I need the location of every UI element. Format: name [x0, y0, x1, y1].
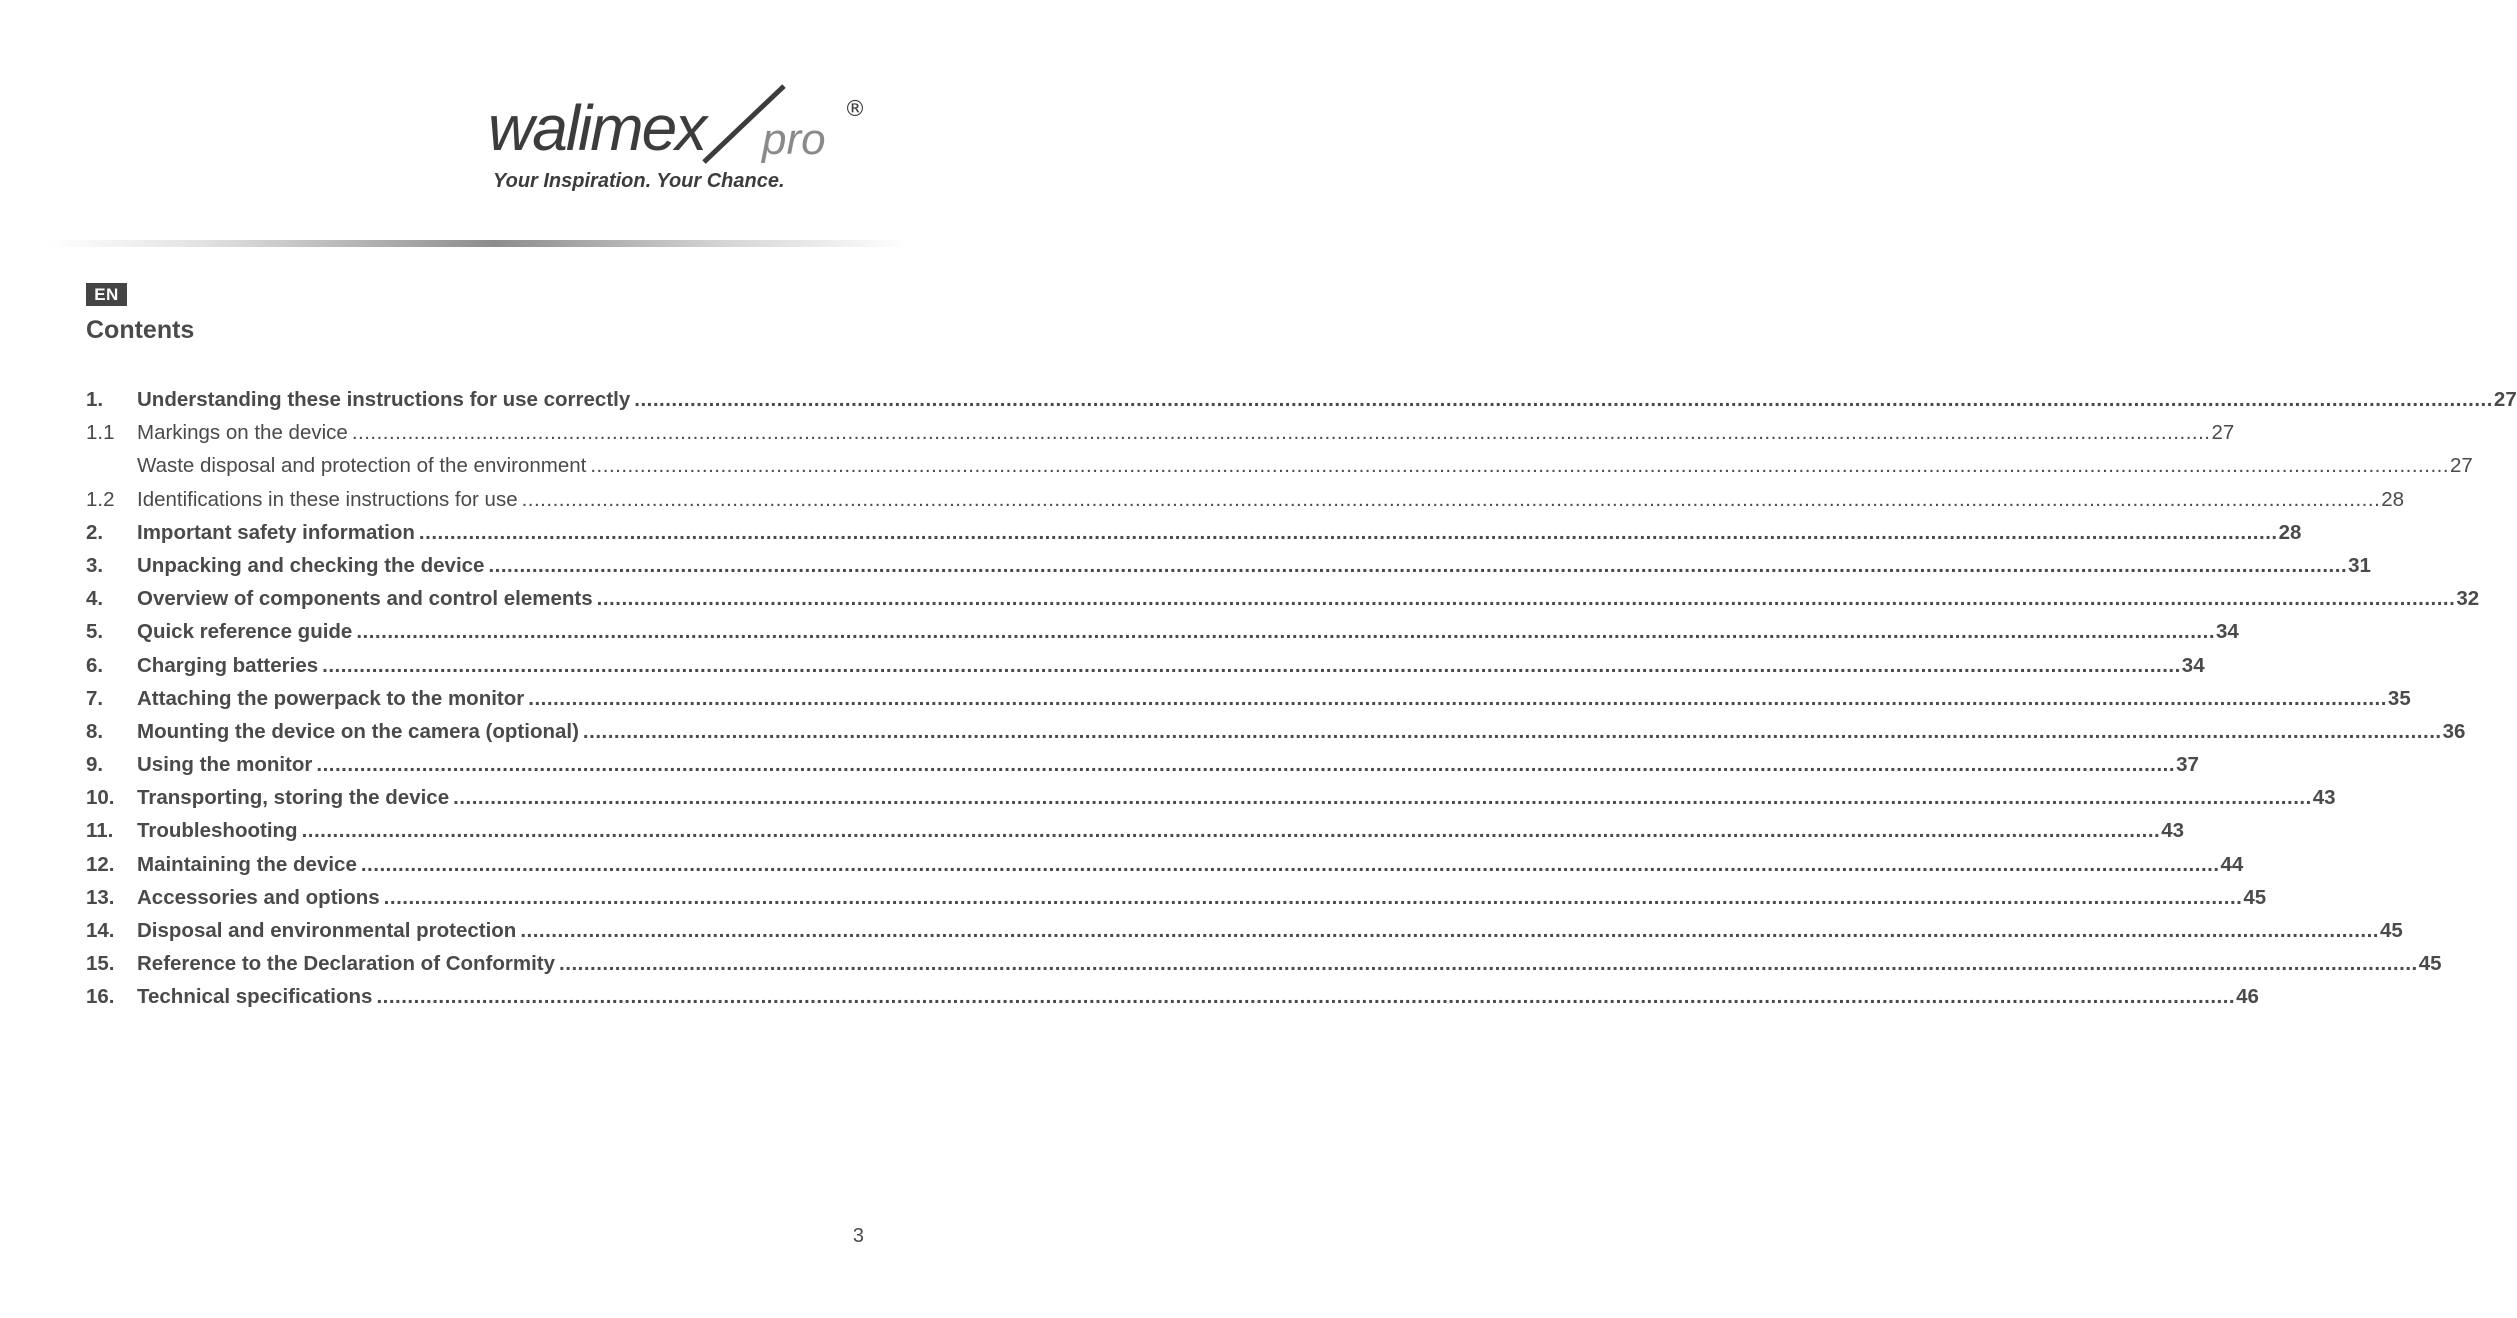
toc-entry-title: Accessories and options [137, 885, 380, 909]
walimex-pro-logo [488, 80, 878, 180]
toc-entry[interactable] [86, 816, 2185, 849]
toc-entry[interactable] [86, 717, 2466, 750]
toc-entry[interactable] [86, 584, 2480, 617]
toc-entry[interactable] [86, 750, 2199, 783]
toc-leader-dots: ............................................................................................................................................................................................................................................................................................................ [383, 885, 2243, 909]
toc-entry[interactable] [86, 617, 2239, 650]
toc-entry-number: 11. [86, 819, 114, 843]
toc-entry-page: 27 [2450, 454, 2473, 478]
toc-entry-number: 8. [86, 719, 104, 743]
toc-entry-title: Mounting the device on the camera (optional) [137, 719, 579, 743]
toc-entry-page: 28 [2278, 520, 2302, 544]
toc-entry-page: 45 [2379, 919, 2403, 942]
toc-entry-page: 32 [2456, 587, 2480, 611]
toc-leader-dots: ............................................................................................................................................................................................................................................................................................................ [488, 553, 2348, 577]
toc-leader-dots: ............................................................................................................................................................................................................................................................................................................ [521, 487, 2381, 511]
toc-entry-page: 28 [2381, 487, 2405, 511]
toc-entry-page: 34 [2181, 653, 2205, 677]
toc-entry-title: Markings on the device [137, 421, 348, 445]
toc-leader-dots: ............................................................................................................................................................................................................................................................................................................ [301, 819, 2161, 843]
toc-entry-title: Troubleshooting [137, 819, 298, 843]
toc-entry-page: 45 [2243, 885, 2267, 909]
toc-entry[interactable] [86, 949, 2442, 982]
language-badge: EN [86, 283, 127, 306]
toc-entry-number: 6. [86, 653, 104, 677]
toc-entry-title: Important safety information [137, 520, 415, 544]
toc-entry-number: 7. [86, 686, 104, 710]
toc-entry-number: 1.1 [86, 421, 115, 445]
toc-entry-number: 2. [86, 520, 104, 544]
toc-entry[interactable] [86, 982, 2259, 1015]
toc-entry[interactable] [86, 850, 2244, 883]
toc-entry-title: Technical specifications [137, 985, 373, 1009]
toc-entry-page: 27 [2493, 388, 2517, 411]
toc-entry-page: 44 [2220, 852, 2244, 876]
toc-entry-number: 10. [86, 786, 115, 810]
toc-entry-page: 36 [2442, 719, 2466, 743]
toc-entry[interactable] [86, 883, 2267, 916]
toc-leader-dots: ............................................................................................................................................................................................................................................................................................................ [634, 388, 2493, 411]
toc-entry-number: 12. [86, 852, 115, 876]
toc-leader-dots: ............................................................................................................................................................................................................................................................................................................ [520, 919, 2379, 942]
toc-leader-dots: ............................................................................................................................................................................................................................................................................................................ [322, 653, 2181, 677]
toc-leader-dots: ............................................................................................................................................................................................................................................................................................................ [596, 587, 2456, 611]
toc-entry-title: Transporting, storing the device [137, 786, 450, 810]
toc-entry-title: Charging batteries [137, 653, 319, 677]
toc-entry-number: 15. [86, 952, 115, 976]
toc-entry-number: 14. [86, 919, 115, 942]
toc-leader-dots: ............................................................................................................................................................................................................................................................................................................ [376, 985, 2236, 1009]
toc-entry-number: 16. [86, 985, 115, 1009]
toc-entry-page: 46 [2236, 985, 2259, 1009]
logo-wordmark: walimex [488, 92, 706, 164]
toc-leader-dots: ............................................................................................................................................................................................................................................................................................................ [351, 421, 2211, 445]
toc-leader-dots: ............................................................................................................................................................................................................................................................................................................ [582, 719, 2442, 743]
toc-entry-title: Maintaining the device [137, 852, 357, 876]
toc-entry-page: 45 [2418, 952, 2442, 976]
toc-entry[interactable] [86, 916, 2403, 949]
toc-entry[interactable] [86, 518, 2302, 551]
toc-entry-page: 31 [2348, 553, 2371, 577]
toc-entry-title: Quick reference guide [137, 620, 353, 644]
header-divider [48, 240, 908, 247]
toc-entry-number: 4. [86, 587, 104, 611]
toc-leader-dots: ............................................................................................................................................................................................................................................................................................................ [360, 852, 2220, 876]
toc-entry-title: Overview of components and control elements [137, 587, 593, 611]
toc-entry-title: Unpacking and checking the device [137, 553, 485, 577]
toc-leader-dots: ............................................................................................................................................................................................................................................................................................................ [528, 686, 2387, 710]
toc-entry-page: 37 [2176, 753, 2199, 777]
toc-entry-page: 35 [2387, 686, 2411, 710]
toc-entry[interactable] [86, 451, 2473, 484]
toc-entry-page: 43 [2161, 819, 2185, 843]
toc-entry-title: Waste disposal and protection of the environment [137, 454, 587, 478]
toc-leader-dots: ............................................................................................................................................................................................................................................................................................................ [559, 952, 2418, 976]
toc-leader-dots: ............................................................................................................................................................................................................................................................................................................ [418, 520, 2278, 544]
toc-entry-page: 43 [2312, 786, 2336, 810]
toc-entry-title: Using the monitor [137, 753, 313, 777]
toc-entry-number: 5. [86, 620, 104, 644]
toc-entry-title: Disposal and environmental protection [137, 919, 517, 942]
contents-heading: Contents [86, 316, 195, 344]
toc-entry-title: Identifications in these instructions for use [137, 487, 518, 511]
toc-leader-dots: ............................................................................................................................................................................................................................................................................................................ [356, 620, 2216, 644]
toc-entry[interactable] [86, 485, 2405, 518]
toc-leader-dots: ............................................................................................................................................................................................................................................................................................................ [316, 753, 2176, 777]
toc-entry-number: 3. [86, 553, 104, 577]
brand-tagline: Your Inspiration. Your Chance. [493, 170, 785, 192]
page-number: 3 [852, 1225, 864, 1247]
toc-entry[interactable] [86, 783, 2336, 816]
toc-entry[interactable] [86, 551, 2371, 584]
toc-leader-dots: ............................................................................................................................................................................................................................................................................................................ [590, 454, 2450, 478]
toc-entry[interactable] [86, 684, 2411, 717]
toc-entry[interactable] [86, 385, 2517, 418]
registered-mark: ® [844, 97, 866, 122]
toc-entry[interactable] [86, 418, 2235, 451]
toc-entry-title: Reference to the Declaration of Conformity [137, 952, 556, 976]
toc-entry-title: Understanding these instructions for use correctly [137, 388, 631, 411]
logo-pro: pro [762, 115, 826, 164]
toc-leader-dots: ............................................................................................................................................................................................................................................................................................................ [453, 786, 2312, 810]
toc-entry-page: 34 [2216, 620, 2239, 644]
toc-entry-number: 1. [86, 388, 104, 411]
toc-entry-number: 1.2 [86, 487, 115, 511]
table-of-contents [86, 385, 2517, 1016]
toc-entry-number: 13. [86, 885, 115, 909]
toc-entry-title: Attaching the powerpack to the monitor [137, 686, 525, 710]
toc-entry-number: 9. [86, 753, 104, 777]
toc-entry-page: 27 [2211, 421, 2235, 445]
toc-entry[interactable] [86, 651, 2205, 684]
